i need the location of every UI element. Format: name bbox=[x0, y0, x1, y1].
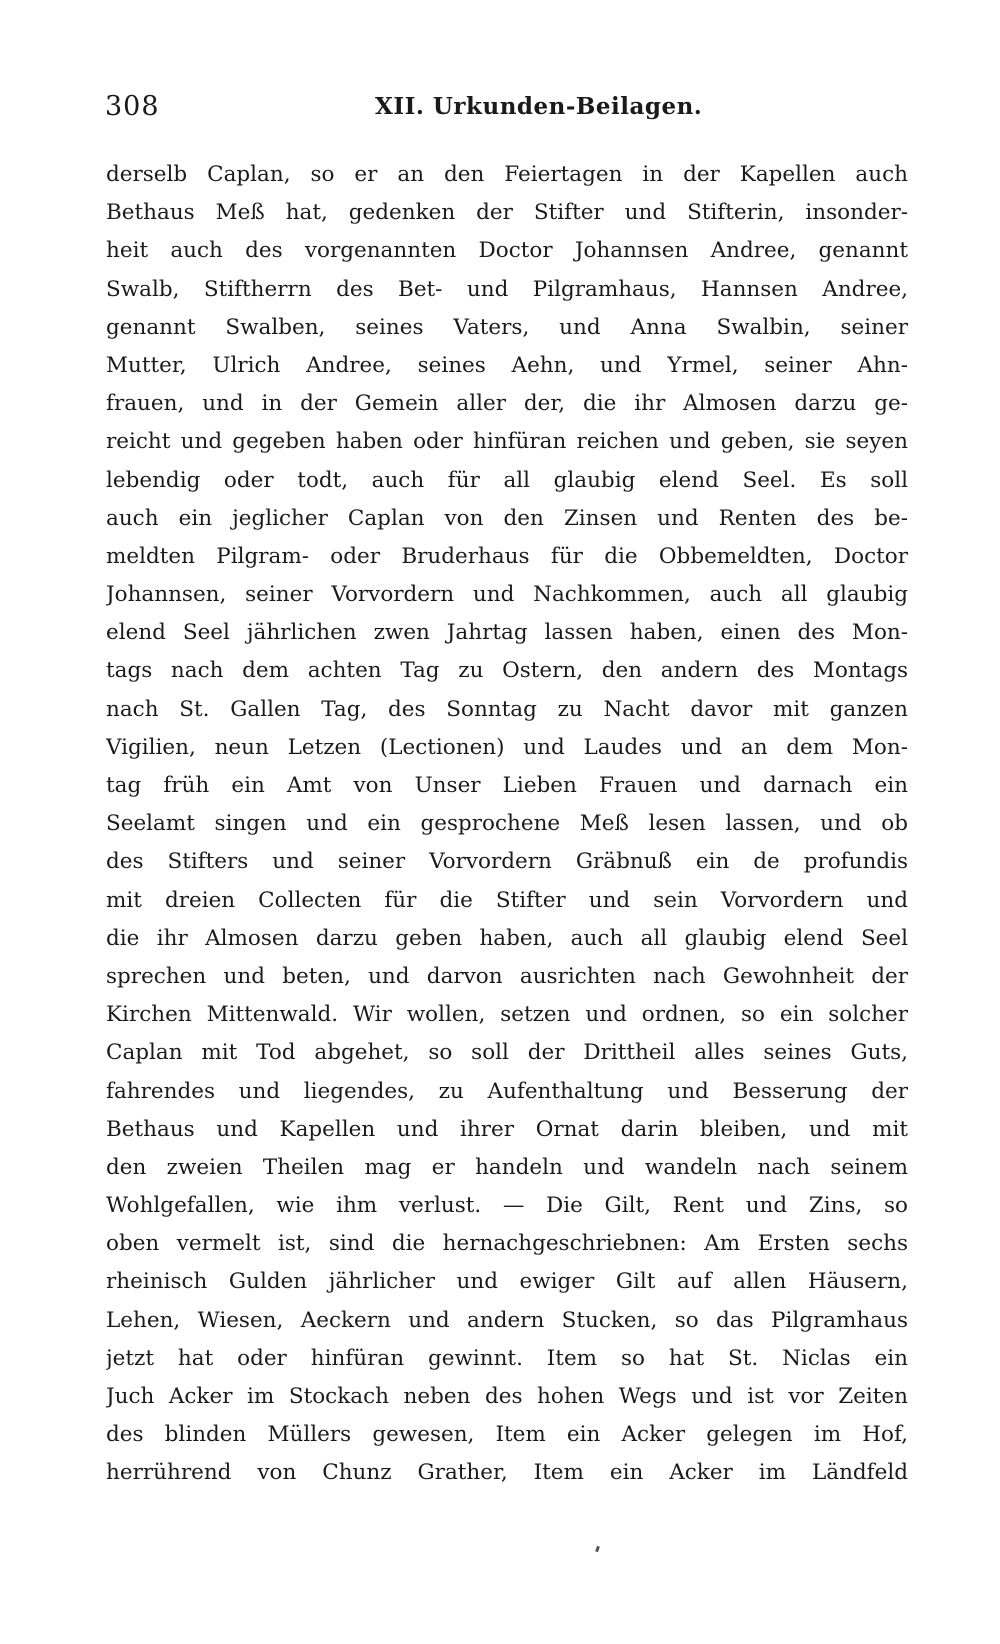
text-line: mit dreien Collecten für die Stifter und sein Vorvordern und bbox=[106, 887, 908, 913]
text-line: Wohlgefallen, wie ihm verlust. — Die Gilt, Rent und Zins, so bbox=[106, 1193, 908, 1219]
text-line: lebendig oder todt, auch für all glaubig elend Seel. Es soll bbox=[106, 467, 908, 493]
text-line: fahrendes und liegendes, zu Aufenthaltung und Besserung der bbox=[106, 1078, 908, 1104]
page-header bbox=[105, 92, 915, 132]
text-line: nach St. Gallen Tag, des Sonntag zu Nacht davor mit ganzen bbox=[106, 696, 908, 722]
ink-speck bbox=[595, 1546, 600, 1553]
text-line: Swalb, Stiftherrn des Bet- und Pilgramhaus, Hannsen Andree, bbox=[106, 276, 908, 302]
text-line: rheinisch Gulden jährlicher und ewiger Gilt auf allen Häusern, bbox=[106, 1269, 908, 1295]
text-line: tags nach dem achten Tag zu Ostern, den andern des Montags bbox=[106, 658, 908, 684]
text-line: Lehen, Wiesen, Aeckern und andern Stucken, so das Pilgramhaus bbox=[106, 1307, 908, 1333]
text-line: heit auch des vorgenannten Doctor Johannsen Andree, genannt bbox=[106, 238, 908, 264]
page-number: 308 bbox=[105, 91, 160, 122]
text-line: jetzt hat oder hinfüran gewinnt. Item so hat St. Niclas ein bbox=[106, 1345, 908, 1371]
text-line: die ihr Almosen darzu geben haben, auch all glaubig elend Seel bbox=[106, 925, 908, 951]
text-line: herrührend von Chunz Grather, Item ein Acker im Ländfeld bbox=[106, 1460, 908, 1486]
body-text bbox=[106, 156, 908, 1493]
text-line: Johannsen, seiner Vorvordern und Nachkommen, auch all glaubig bbox=[106, 582, 908, 608]
text-line: Bethaus Meß hat, gedenken der Stifter und Stifterin, insonder- bbox=[106, 200, 908, 226]
text-line: den zweien Theilen mag er handeln und wandeln nach seinem bbox=[106, 1154, 908, 1180]
text-line: tag früh ein Amt von Unser Lieben Frauen und darnach ein bbox=[106, 773, 908, 798]
text-line: Caplan mit Tod abgehet, so soll der Drittheil alles seines Guts, bbox=[106, 1040, 908, 1066]
text-line: Bethaus und Kapellen und ihrer Ornat darin bleiben, und mit bbox=[106, 1116, 908, 1142]
text-line: genannt Swalben, seines Vaters, und Anna Swalbin, seiner bbox=[106, 314, 908, 340]
text-line: oben vermelt ist, sind die hernachgeschriebnen: Am Ersten sechs bbox=[106, 1231, 908, 1257]
text-line: Juch Acker im Stockach neben des hohen Wegs und ist vor Zeiten bbox=[106, 1384, 908, 1409]
text-line: Seelamt singen und ein gesprochene Meß lesen lassen, und ob bbox=[106, 811, 908, 837]
text-line: Vigilien, neun Letzen (Lectionen) und Laudes und an dem Mon- bbox=[106, 734, 908, 760]
text-line: meldten Pilgram- oder Bruderhaus für die Obbemeldten, Doctor bbox=[106, 543, 908, 569]
text-line: frauen, und in der Gemein aller der, die ihr Almosen darzu ge- bbox=[106, 391, 908, 417]
text-line: reicht und gegeben haben oder hinfüran reichen und geben, sie seyen bbox=[106, 429, 908, 455]
text-line: des Stifters und seiner Vorvordern Gräbnuß ein de profundis bbox=[106, 849, 908, 875]
text-line: derselb Caplan, so er an den Feiertagen in der Kapellen auch bbox=[106, 162, 908, 187]
running-head: XII. Urkunden-Beilagen. bbox=[375, 93, 703, 120]
text-line: elend Seel jährlichen zwen Jahrtag lassen haben, einen des Mon- bbox=[106, 620, 908, 646]
text-line: des blinden Müllers gewesen, Item ein Acker gelegen im Hof, bbox=[106, 1422, 908, 1448]
text-line: sprechen und beten, und darvon ausrichten nach Gewohnheit der bbox=[106, 963, 908, 989]
text-line: Kirchen Mittenwald. Wir wollen, setzen und ordnen, so ein solcher bbox=[106, 1002, 908, 1028]
text-line: Mutter, Ulrich Andree, seines Aehn, und Yrmel, seiner Ahn- bbox=[106, 352, 908, 378]
text-line: auch ein jeglicher Caplan von den Zinsen und Renten des be- bbox=[106, 505, 908, 531]
